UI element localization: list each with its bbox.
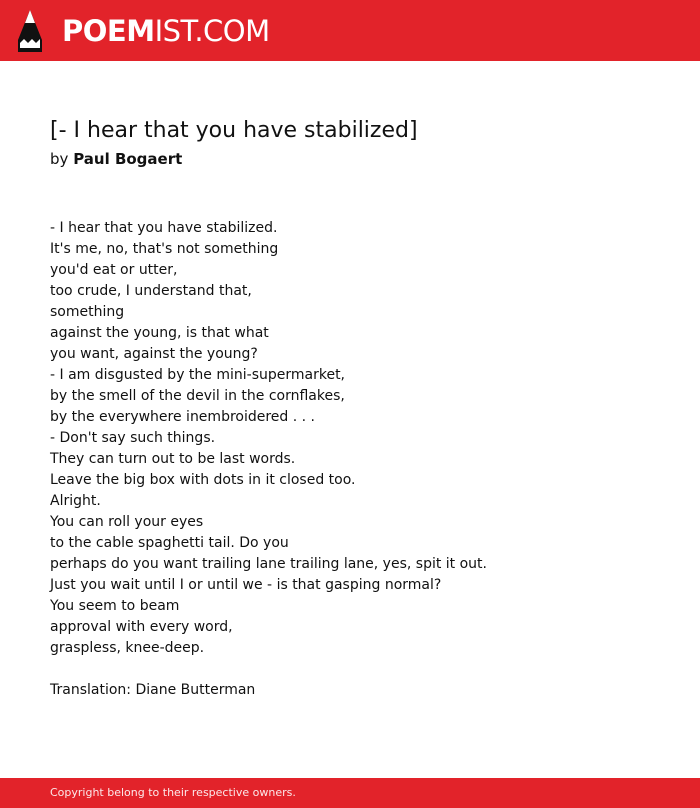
pencil-icon	[18, 10, 42, 52]
poem-line: to the cable spaghetti tail. Do you	[50, 535, 289, 551]
poem-line: - Don't say such things.	[50, 430, 216, 446]
copyright-notice: Copyright belong to their respective owners.	[50, 786, 296, 799]
poem-line: - I am disgusted by the mini-supermarket,	[50, 367, 346, 383]
poem-line: You can roll your eyes	[50, 514, 204, 530]
poem-line: Just you wait until I or until we - is that gasping normal?	[50, 577, 442, 593]
poem-line: Alright.	[50, 493, 101, 509]
poem-line: by the smell of the devil in the cornflakes,	[50, 388, 345, 404]
author-name: Paul Bogaert	[73, 150, 183, 168]
poem-line: you want, against the young?	[50, 346, 258, 362]
translation-credit: Translation: Diane Butterman	[50, 682, 256, 698]
brand-light-part: IST.COM	[154, 14, 270, 48]
poem-line: Leave the big box with dots in it closed too.	[50, 472, 356, 488]
poem-line: something	[50, 304, 125, 320]
byline	[50, 148, 182, 170]
poem-line: You seem to beam	[50, 598, 180, 614]
site-header	[0, 0, 700, 61]
by-label: by	[50, 150, 69, 168]
poem-line: They can turn out to be last words.	[50, 451, 296, 467]
poem-line: by the everywhere inembroidered . . .	[50, 409, 316, 425]
poem-line: you'd eat or utter,	[50, 262, 178, 278]
poem-line: graspless, knee-deep.	[50, 640, 205, 656]
site-brand	[62, 12, 270, 50]
poem-title: [- I hear that you have stabilized]	[50, 118, 418, 143]
site-footer	[0, 778, 700, 808]
poem-line: - I hear that you have stabilized.	[50, 220, 278, 236]
poem-line: perhaps do you want trailing lane trailing lane, yes, spit it out.	[50, 556, 487, 572]
poem-line: approval with every word,	[50, 619, 233, 635]
poem-line: It's me, no, that's not something	[50, 241, 279, 257]
poem-line: too crude, I understand that,	[50, 283, 252, 299]
brand-bold-part: POEM	[62, 14, 155, 48]
poem-line: against the young, is that what	[50, 325, 269, 341]
poem-body	[50, 218, 670, 659]
